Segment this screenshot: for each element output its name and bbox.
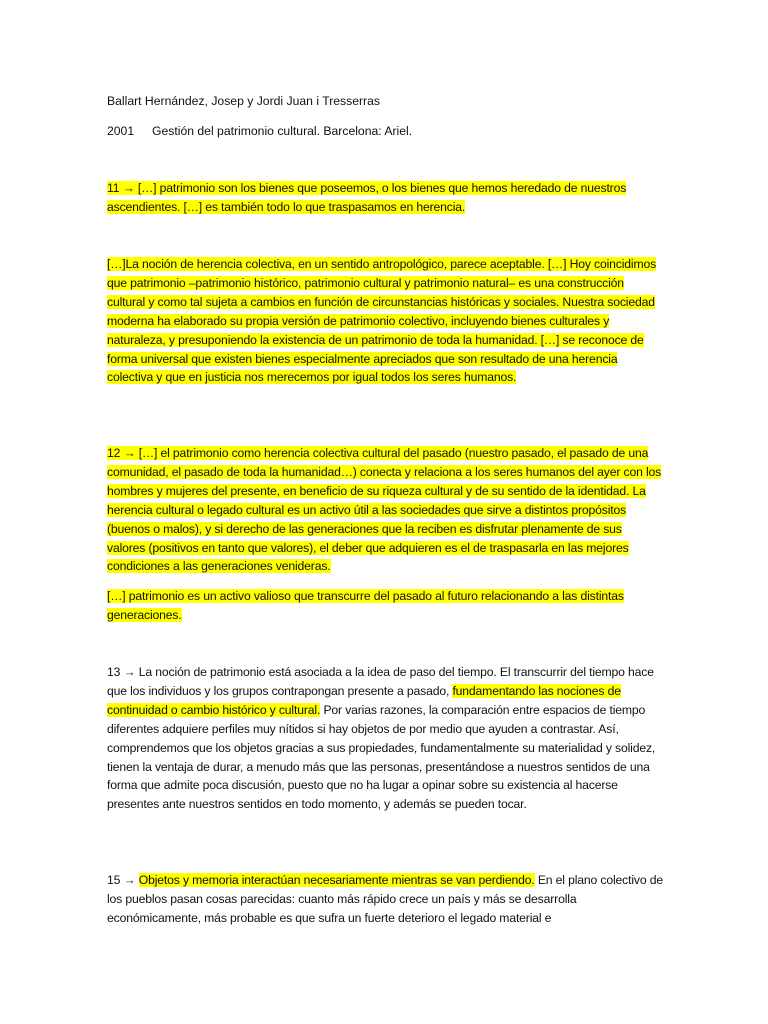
citation-authors — [107, 92, 380, 111]
body-text: Por varias razones, la comparación entre espacios de tiempo diferentes adquiere perfiles muy nítidos si hay objetos de por medio que ayuden a contrastar. Así, comprendemos que los objetos gracias a sus propiedades, fundamentalmente su materialidad y solidez, tienen la ventaja de durar, a menudo más que las personas, presentándose a nuestros sentidos de una forma que admite poca discusión, puesto que no ha lugar a opinar sobre su existencia al hacerse presentes ante nuestros sentidos en todo momento, y además se pueden tocar. — [107, 702, 656, 812]
paragraph — [107, 871, 663, 928]
paragraph — [107, 179, 663, 217]
body-text: 15 → — [107, 873, 139, 887]
citation-title: Gestión del patrimonio cultural. Barcelona: Ariel. — [152, 124, 413, 138]
highlighted-text: Objetos y memoria interactúan necesariamente mientras se van perdiendo. — [138, 873, 535, 887]
highlighted-text: 11 → […] patrimonio son los bienes que poseemos, o los bienes que hemos heredado de nuestros ascendientes. […] es también todo lo que traspasamos en herencia. — [107, 181, 627, 214]
body-text: En el plano colectivo de los pueblos pasan cosas parecidas: cuanto más rápido crece un país y más se desarrolla económicamente, más probable es que sufra un fuerte deterioro el legado material e — [107, 873, 663, 925]
highlighted-text: […]La noción de herencia colectiva, en un sentido antropológico, parece aceptable. […] Hoy coincidimos que patrimonio –patrimonio histórico, patrimonio cultural y patrimonio natural– es una construcción cultural y como tal sujeta a cambios en función de circunstancias históricas y sociales. Nuestra sociedad moderna ha elaborado su propia versión de patrimonio colectivo, incluyendo bienes culturales y naturaleza, y presuponiendo la existencia de un patrimonio de toda la humanidad. […] se reconoce de forma universal que existen bienes especialmente apreciados que son resultado de una herencia colectiva y que en justicia nos merecemos por igual todos los seres humanos. — [107, 257, 657, 385]
paragraph — [107, 444, 663, 576]
paragraph — [107, 255, 663, 387]
citation-reference — [107, 122, 412, 141]
paragraph — [107, 663, 663, 814]
paragraph — [107, 587, 663, 625]
highlighted-text: 12 → […] el patrimonio como herencia colectiva cultural del pasado (nuestro pasado, el pasado de una comunidad, el pasado de toda la humanidad…) conecta y relaciona a los seres humanos del ayer con los hombres y mujeres del presente, en beneficio de su riqueza cultural y de su sentido de la identidad. La herencia cultural o legado cultural es un activo útil a las sociedades que sirve a distintos propósitos (buenos o malos), y si derecho de las generaciones que la reciben es disfrutar plenamente de sus valores (positivos en tanto que valores), el deber que adquieren es el de traspasarla en las mejores condiciones a las generaciones venideras. — [107, 446, 662, 574]
body-text: 13 → La noción de patrimonio está asociada a la idea de paso del tiempo. El transcurrir del tiempo hace que los individuos y los grupos contrapongan presente a pasado, — [107, 665, 654, 698]
highlighted-text: fundamentando las nociones de continuidad o cambio histórico y cultural. — [107, 683, 621, 717]
citation-year: 2001 — [107, 124, 135, 138]
highlighted-text: […] patrimonio es un activo valioso que transcurre del pasado al futuro relacionando a las distintas generaciones. — [107, 589, 624, 622]
authors-text: Ballart Hernández, Josep y Jordi Juan i Tresserras — [107, 94, 380, 108]
